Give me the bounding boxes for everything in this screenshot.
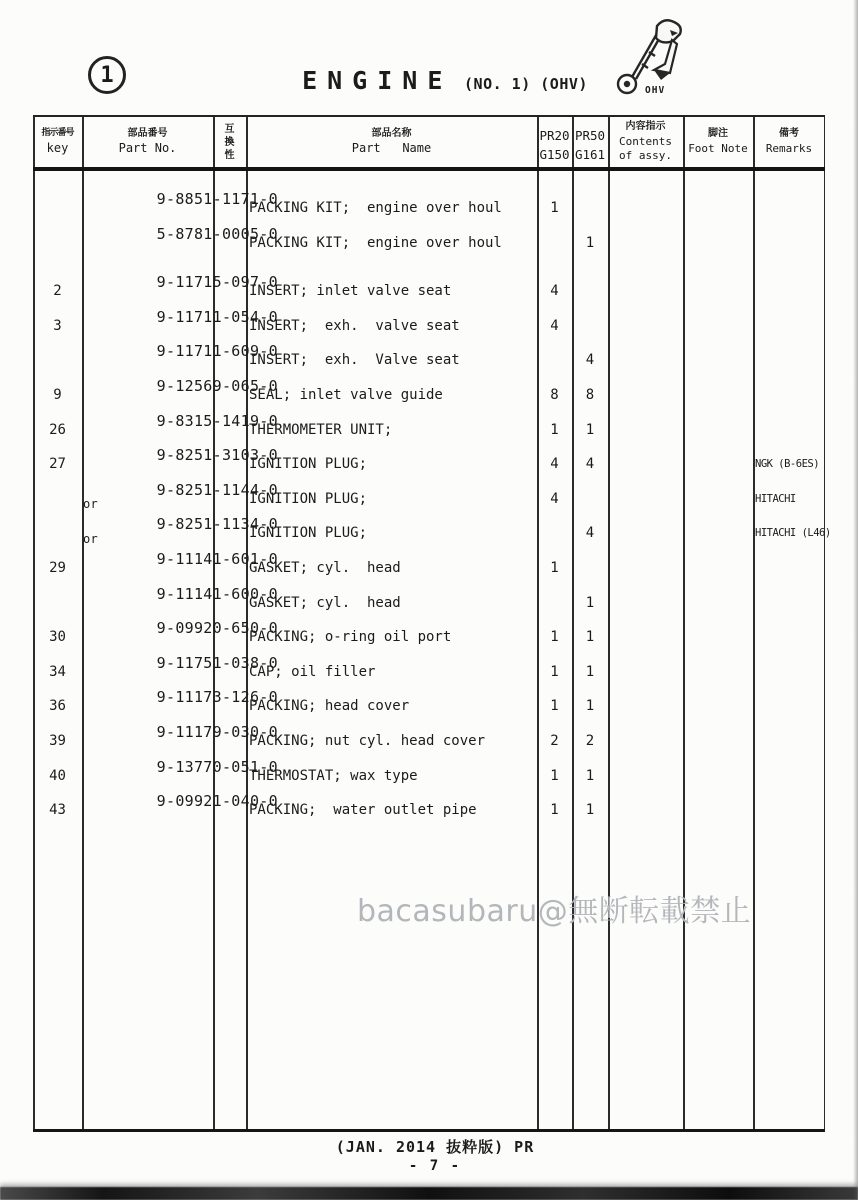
part-number: 9-09920-650-0 — [156, 619, 278, 638]
row-remarks: HITACHI — [755, 492, 796, 505]
row-key: 26 — [49, 421, 66, 438]
row-part-name: PACKING; water outlet pipe — [249, 802, 477, 819]
part-number: 9-09921-040-0 — [156, 792, 278, 811]
part-number: 9-11711-054-0 — [156, 307, 278, 326]
row-qty-pr50: 1 — [585, 421, 595, 438]
row-qty-pr50: 4 — [585, 352, 595, 369]
row-qty-pr20: 4 — [550, 317, 559, 334]
row-qty-pr20: 1 — [550, 421, 559, 438]
part-number: 9-11751-038-0 — [156, 653, 278, 672]
row-part-name: PACKING KIT; engine over houl — [249, 200, 502, 216]
row-part-name: IGNITION PLUG; — [249, 490, 368, 507]
row-qty-pr50: 1 — [585, 234, 595, 251]
header-footnote: 脚注 Foot Note — [688, 128, 748, 155]
row-qty-pr20: 8 — [550, 386, 559, 403]
ohv-illustration-label: OHV — [645, 85, 666, 96]
part-number: 9-11179-030-0 — [156, 722, 278, 741]
row-qty-pr50: 1 — [585, 629, 595, 646]
row-qty-pr20: 1 — [550, 767, 559, 784]
part-number: 9-8315-1419-0 — [156, 411, 278, 430]
row-qty-pr20: 1 — [550, 663, 559, 680]
table-header-row — [33, 117, 825, 167]
row-part-name: GASKET; cyl. head — [249, 594, 401, 611]
header-remarks: 備考 Remarks — [765, 128, 813, 155]
part-number: 9-8851-1171-0 — [156, 190, 278, 208]
part-number: 9-8251-1144-0 — [156, 480, 278, 499]
row-qty-pr50: 1 — [585, 594, 595, 611]
row-part-name: PACKING; head cover — [249, 698, 410, 715]
part-number: 9-8251-3103-0 — [156, 446, 278, 465]
row-key: 43 — [49, 802, 66, 819]
row-qty-pr50: 1 — [585, 767, 595, 784]
row-remarks: NGK (B-6ES) — [755, 458, 820, 471]
title-suffix: (NO. 1) (OHV) — [464, 75, 588, 93]
row-part-name: PACKING; nut cyl. head cover — [249, 732, 486, 749]
ohv-valvetrain-icon — [612, 12, 712, 104]
part-number: 9-12569-065-0 — [156, 376, 278, 395]
row-qty-pr50: 8 — [585, 386, 595, 403]
row-key: 34 — [49, 663, 66, 680]
row-key: 27 — [49, 456, 66, 473]
table-rows — [33, 172, 831, 819]
parts-table — [33, 115, 831, 1132]
row-key: 40 — [49, 767, 66, 784]
watermark: bacasubaru@無断転載禁止 — [357, 894, 752, 929]
row-qty-pr20: 4 — [550, 456, 559, 473]
row-part-name: IGNITION PLUG; — [249, 456, 368, 473]
row-key: 3 — [53, 317, 62, 334]
row-part-name: SEAL; inlet valve guide — [249, 386, 443, 403]
row-qty-pr20: 1 — [550, 629, 559, 646]
figure-number-badge — [88, 56, 126, 94]
row-part-no — [82, 774, 278, 846]
header-contents: 内容指示 Contents of assy. — [619, 121, 672, 163]
part-number: 9-11715-097-0 — [156, 273, 278, 292]
footer-page-number: - 7 - — [408, 1158, 462, 1174]
row-key: 29 — [49, 559, 66, 576]
figure-number: 1 — [100, 63, 114, 88]
part-number: 9-8251-1134-0 — [156, 515, 278, 534]
part-number: 5-8781-0005-0 — [156, 224, 278, 243]
table-row — [33, 255, 825, 300]
row-part-name: GASKET; cyl. head — [249, 559, 401, 576]
header-separator-line — [33, 167, 825, 171]
row-key: 30 — [49, 629, 66, 646]
part-number: 9-11141-601-0 — [156, 549, 278, 568]
row-qty-pr20: 1 — [550, 200, 559, 216]
row-part-name: THERMOSTAT; wax type — [249, 767, 418, 784]
row-qty-pr20: 4 — [550, 283, 559, 300]
footer-edition: (JAN. 2014 抜粋版) PR — [335, 1138, 535, 1156]
scan-edge-right — [853, 0, 858, 1200]
row-qty-pr50: 4 — [585, 525, 595, 542]
header-part-no: 部品番号 Part No. — [118, 127, 177, 156]
row-qty-pr50: 4 — [585, 456, 595, 473]
row-part-name: INSERT; exh. Valve seat — [249, 352, 460, 369]
part-number: 9-13770-051-0 — [156, 757, 278, 776]
row-qty-pr50: 1 — [585, 698, 595, 715]
row-part-name: IGNITION PLUG; — [249, 525, 368, 542]
header-compatibility: 互換性 — [224, 123, 235, 161]
row-key: 9 — [53, 386, 62, 403]
row-qty-pr20: 4 — [550, 490, 559, 507]
row-qty-pr20: 1 — [550, 698, 559, 715]
row-qty-pr50: 2 — [585, 732, 595, 749]
row-qty-pr20: 2 — [550, 732, 559, 749]
part-number: 9-11711-609-0 — [156, 342, 278, 361]
row-qty-pr50: 1 — [585, 663, 595, 680]
title-main: ENGINE — [302, 66, 453, 95]
row-key: 39 — [49, 732, 66, 749]
row-part-name: INSERT; inlet valve seat — [249, 283, 452, 300]
row-part-name: THERMOMETER UNIT; — [249, 421, 393, 438]
header-part-name: 部品名称 Part Name — [351, 127, 432, 156]
scan-edge-bottom — [0, 1187, 858, 1200]
part-number: 9-11141-600-0 — [156, 584, 278, 603]
row-part-name: INSERT; exh. valve seat — [249, 317, 460, 334]
header-key: 指示番号 key — [41, 128, 74, 155]
row-part-name: PACKING; o-ring oil port — [249, 629, 452, 646]
row-qty-pr20: 1 — [550, 802, 559, 819]
row-remarks: HITACHI (L46) — [755, 527, 831, 540]
table-row — [33, 172, 825, 216]
part-number: 9-11173-126-0 — [156, 688, 278, 707]
or-label: or — [83, 497, 99, 512]
row-part-name: CAP; oil filler — [249, 663, 376, 680]
header-model-pr20: PR20 G150 — [539, 127, 570, 162]
row-key: 2 — [53, 283, 62, 300]
or-label: or — [83, 531, 99, 546]
header-model-pr50: PR50 G161 — [574, 127, 606, 162]
row-qty-pr50: 1 — [585, 802, 595, 819]
row-part-name: PACKING KIT; engine over houl — [249, 234, 502, 251]
row-key: 36 — [49, 698, 66, 715]
row-qty-pr20: 1 — [550, 559, 559, 576]
